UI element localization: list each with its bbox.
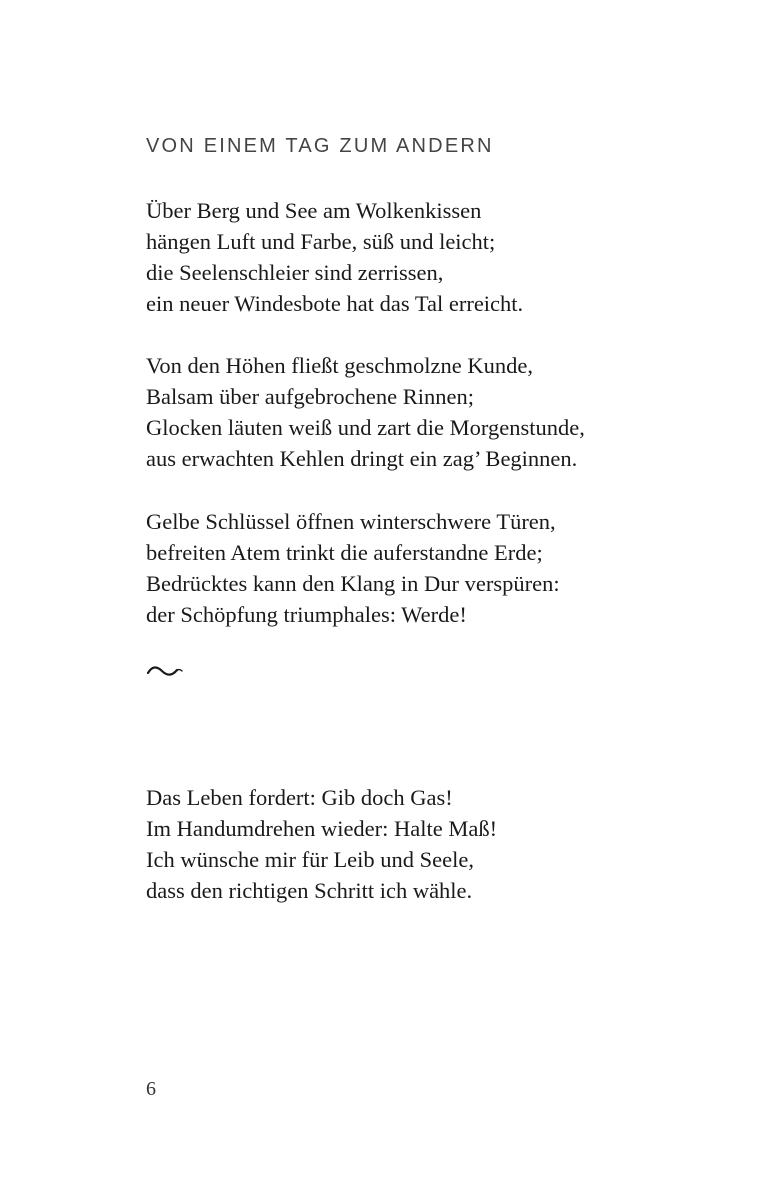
tilde-swash-ornament-icon	[146, 660, 186, 684]
poem-line: die Seelenschleier sind zerrissen,	[146, 260, 444, 285]
second-poem-stanza	[146, 782, 497, 906]
page-number: 6	[146, 1078, 156, 1100]
poem-line: aus erwachten Kehlen dringt ein zag’ Beginnen.	[146, 446, 578, 471]
poem-line: ein neuer Windesbote hat das Tal erreicht.	[146, 291, 524, 316]
poem-line: Im Handumdrehen wieder: Halte Maß!	[146, 816, 498, 841]
poem-stanza-2	[146, 350, 585, 474]
poem-line: Gelbe Schlüssel öffnen winterschwere Türen,	[146, 509, 556, 534]
poem-line: Bedrücktes kann den Klang in Dur verspüren:	[146, 571, 560, 596]
poem-stanza-3	[146, 506, 560, 630]
poem-line: hängen Luft und Farbe, süß und leicht;	[146, 229, 496, 254]
poem-line: dass den richtigen Schritt ich wähle.	[146, 878, 473, 903]
poem-line: Von den Höhen fließt geschmolzne Kunde,	[146, 353, 533, 378]
poem-line: Über Berg und See am Wolkenkissen	[146, 198, 482, 223]
poem-line: befreiten Atem trinkt die auferstandne Erde;	[146, 540, 543, 565]
poem-line: Glocken läuten weiß und zart die Morgenstunde,	[146, 415, 585, 440]
poem-line: der Schöpfung triumphales: Werde!	[146, 602, 467, 627]
poem-line: Das Leben fordert: Gib doch Gas!	[146, 785, 453, 810]
poem-line: Ich wünsche mir für Leib und Seele,	[146, 847, 475, 872]
poem-line: Balsam über aufgebrochene Rinnen;	[146, 384, 475, 409]
poem-stanza-1	[146, 195, 523, 319]
poem-title: VON EINEM TAG ZUM ANDERN	[146, 135, 494, 157]
